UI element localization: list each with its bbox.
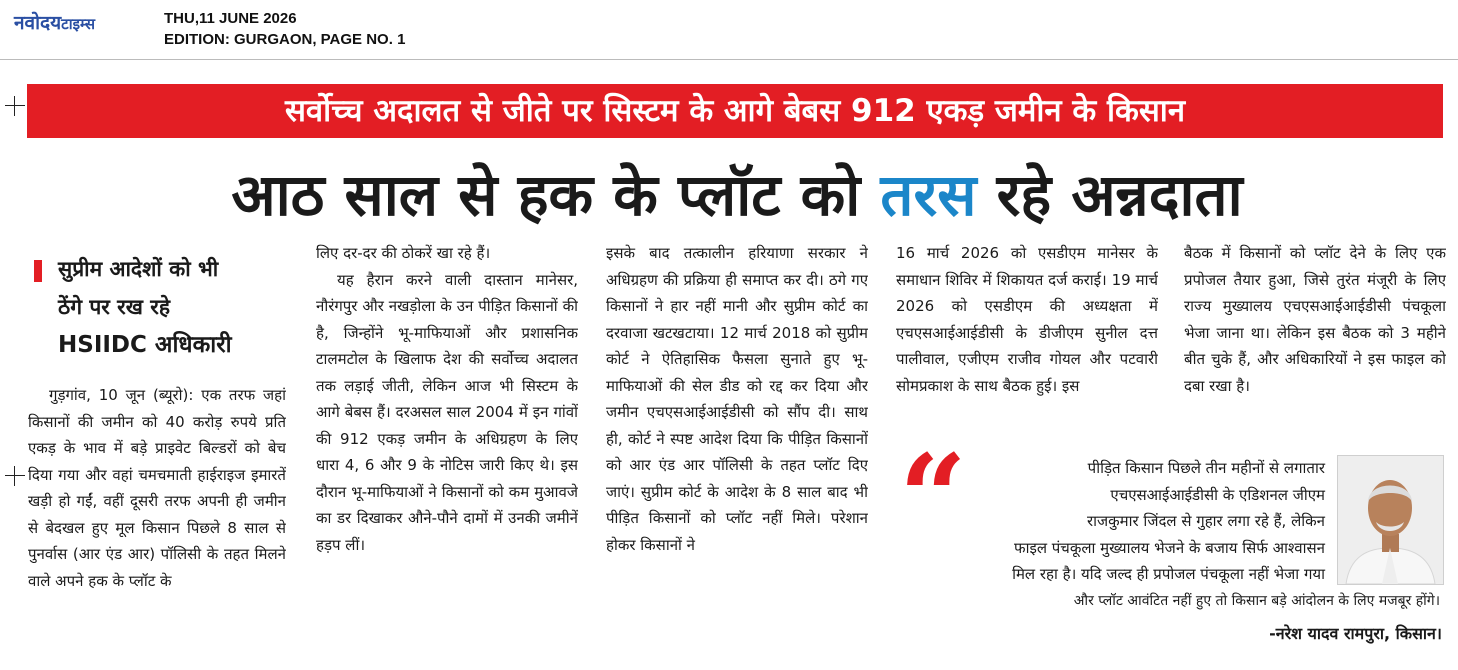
issue-date: THU,11 JUNE 2026 <box>164 10 297 27</box>
headline-highlight: तरस <box>880 161 977 229</box>
newspaper-logo <box>14 9 95 35</box>
masthead <box>0 0 1458 62</box>
registration-mark-icon <box>5 466 25 486</box>
quote-line: फाइल पंचकूला मुख्यालय भेजने के बजाय सिर्फ आश्वासन <box>1014 538 1325 557</box>
article-column-5 <box>1184 240 1446 440</box>
quote-attribution: -नरेश यादव रामपुरा, किसान। <box>1269 624 1442 643</box>
subhead-line: HSIIDC अधिकारी <box>58 332 232 358</box>
quote-line: मिल रहा है। यदि जल्द ही प्रपोजल पंचकूला नहीं भेजा गया <box>1012 565 1325 583</box>
kicker-headline: सर्वोच्च अदालत से जीते पर सिस्टम के आगे बेबस 912 एकड़ जमीन के किसान <box>27 84 1443 138</box>
logo-part1: नवोदय <box>14 12 62 34</box>
edition-info: EDITION: GURGAON, PAGE NO. 1 <box>164 31 406 48</box>
subhead-line: सुप्रीम आदेशों को भी <box>58 257 219 281</box>
column-text: लिए दर-दर की ठोकरें खा रहे हैं। <box>316 244 491 262</box>
headline-part1: आठ साल से हक के प्लॉट को <box>231 161 881 229</box>
quote-line: और प्लॉट आवंटित नहीं हुए तो किसान बड़े आंदोलन के लिए मजबूर होंगे। <box>1073 592 1440 609</box>
subheadline <box>28 250 278 364</box>
masthead-divider <box>0 59 1458 60</box>
registration-mark-icon <box>5 96 25 116</box>
dateline <box>164 8 405 50</box>
pull-quote <box>895 428 1450 670</box>
logo-part2: टाइम्स <box>61 15 95 33</box>
quote-text <box>895 455 1440 614</box>
column-text: इसके बाद तत्कालीन हरियाणा सरकार ने अधिग्रहण की प्रक्रिया ही समाप्त कर दी। ठगे गए किसानों ने हार नहीं मानी और सुप्रीम कोर्ट का दरवाजा खटखटाया। 12 मार्च 2018 को सुप्रीम कोर्ट ने ऐतिहासिक फैसला सुनाते हुए भू-माफियाओं की सेल डीड को रद्द कर दिया और जमीन एचएसआईआईडीसी को सौंप दी। साथ ही, कोर्ट ने स्पष्ट आदेश दिया कि पीड़ित किसानों को आर एंड आर पॉलिसी के तहत प्लॉट दिए जाएं। सुप्रीम कोर्ट के आदेश के 8 साल बाद भी पीड़ित किसानों को प्लॉट नहीं मिले। परेशान होकर किसानों ने <box>606 244 868 554</box>
headline-part2: रहे अन्नदाता <box>976 161 1243 229</box>
main-headline <box>27 150 1447 240</box>
quote-mark-icon: “ <box>899 428 967 567</box>
quote-line: पीड़ित किसान पिछले तीन महीनों से लगातार <box>1087 459 1325 477</box>
article-column-4 <box>896 240 1158 440</box>
article-column-3 <box>606 240 868 670</box>
quote-line: एचएसआईआईडीसी के एडिशनल जीएम <box>1110 485 1325 504</box>
subhead-line: ठेंगे पर रख रहे <box>58 295 170 319</box>
column-text: बैठक में किसानों को प्लॉट देने के लिए एक प्रपोजल तैयार हुआ, जिसे तुरंत मंजूरी के लिए राज्य मुख्यालय एचएसआईआईडीसी पंचकूला भेजा जाना था। लेकिन इस बैठक को 3 महीने बीत चुके हैं, और अधिकारियों ने इस फाइल को दबा रखा है। <box>1184 244 1446 395</box>
article-column-1 <box>28 382 286 670</box>
article-column-2 <box>316 240 578 670</box>
column-text: 16 मार्च 2026 को एसडीएम मानेसर के समाधान शिविर में शिकायत दर्ज कराई। 19 मार्च 2026 को एसडीएम की अध्यक्षता में एचएसआईआईडीसी के डीजीएम सुनील दत्त पालीवाल, एजीएम राजीव गोयल और पटवारी सोमप्रकाश के साथ बैठक हुई। इस <box>896 244 1158 395</box>
subhead-bullet-icon <box>34 260 42 282</box>
column-text: यह हैरान करने वाली दास्तान मानेसर, नौरंगपुर और नखड़ोला के उन पीड़ित किसानों की है, जिन्होंने भू-माफियाओं और प्रशासनिक टालमटोल के खिलाफ देश की सर्वोच्च अदालत तक लड़ाई जीती, लेकिन आज भी सिस्टम के आगे बेबस हैं। दरअसल साल 2004 में इन गांवों की 912 एकड़ जमीन के अधिग्रहण के लिए धारा 4, 6 और 9 के नोटिस जारी किए थे। इस दौरान भू-माफियाओं ने किसानों को कम मुआवजे का डर दिखाकर औने-पौने दामों में उनकी जमीनें हड़प लीं। <box>316 270 578 554</box>
quote-line: राजकुमार जिंदल से गुहार लगा रहे हैं, लेकिन <box>1087 512 1325 530</box>
column-text: गुड़गांव, 10 जून (ब्यूरो): एक तरफ जहां किसानों की जमीन को 40 करोड़ रुपये प्रति एकड़ के भाव में बड़े प्राइवेट बिल्डरों को बेच दिया गया और वहां चमचमाती हाईराइज इमारतें खड़ी हो गईं, वहीं दूसरी तरफ अपनी ही जमीन से बेदखल हुए मूल किसान पिछले 8 साल से पुनर्वास (आर एंड आर) पॉलिसी के तहत मिलने वाले अपने हक के प्लॉट के <box>28 386 286 590</box>
